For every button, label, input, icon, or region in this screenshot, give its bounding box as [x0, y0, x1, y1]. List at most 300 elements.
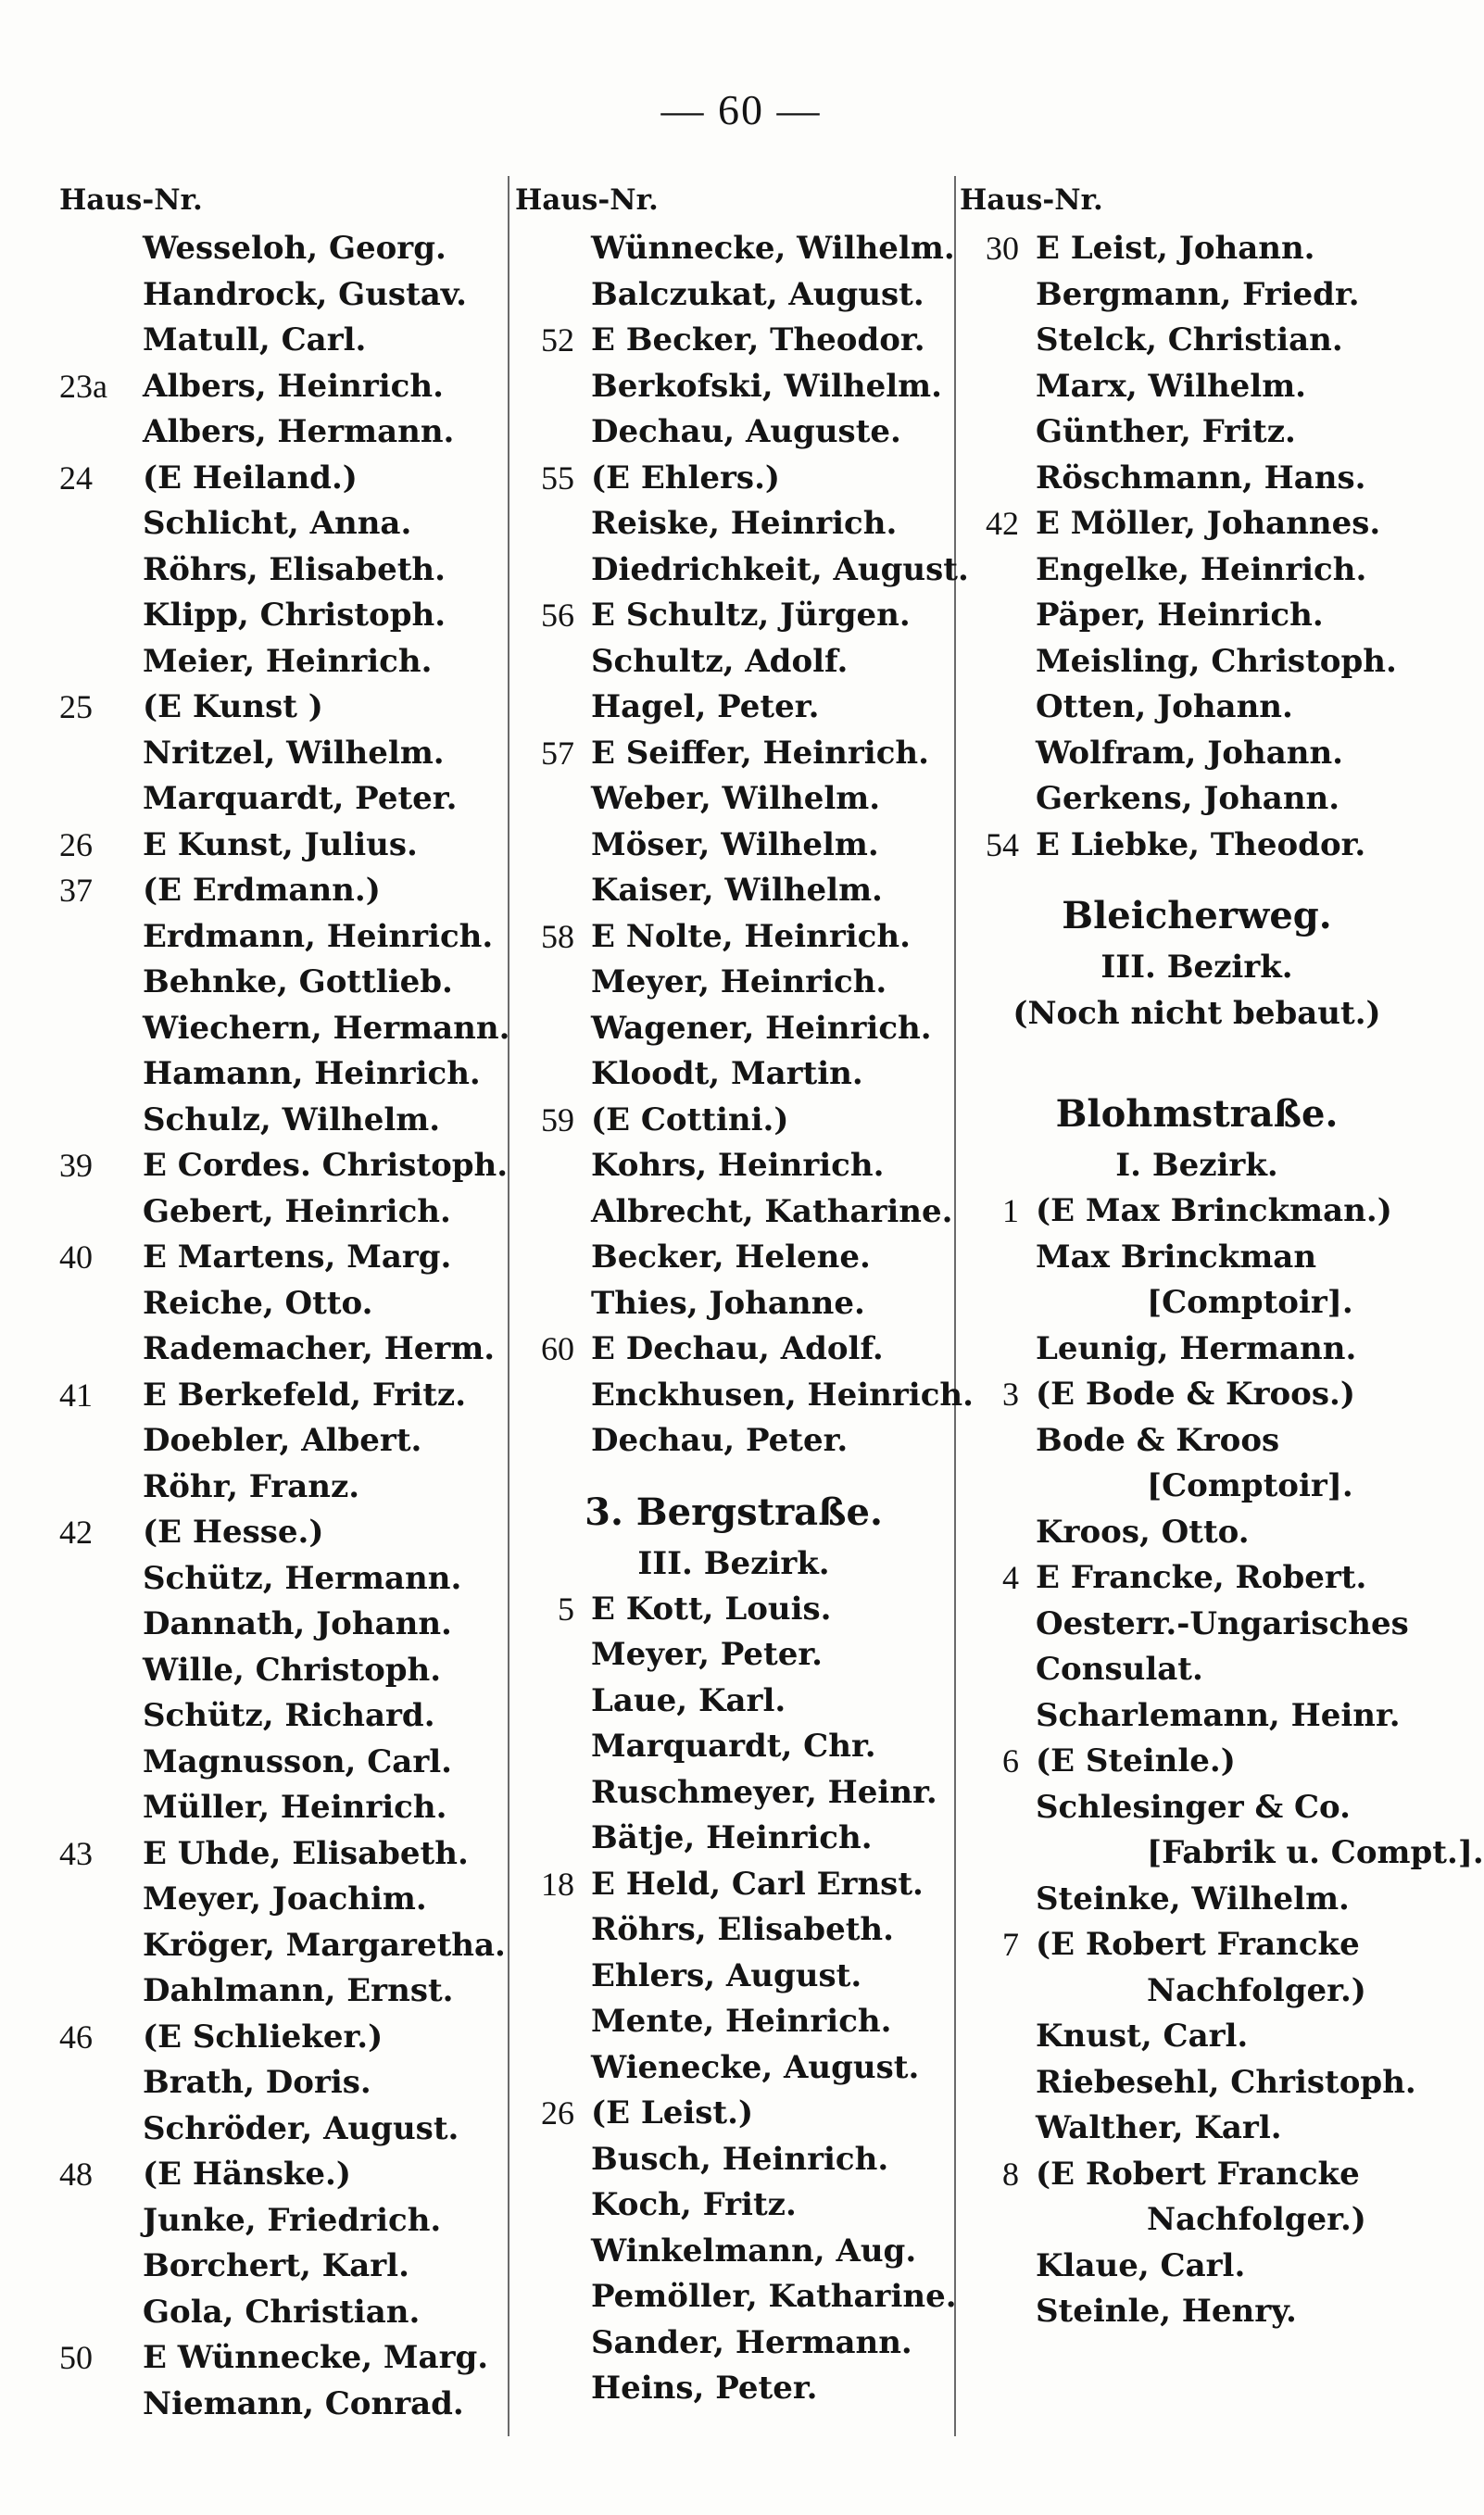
house-number: 54	[986, 825, 1019, 863]
resident-name: E Cordes. Christoph.	[143, 1147, 509, 1184]
street-heading: Bleicherweg.	[1062, 894, 1332, 937]
house-number	[59, 1923, 143, 1969]
house-number	[515, 2366, 591, 2412]
list-item	[59, 318, 504, 364]
list-item	[515, 2320, 952, 2367]
list-item	[59, 823, 504, 869]
resident-name: Marquardt, Chr.	[591, 1728, 876, 1765]
house-number	[59, 2244, 143, 2290]
house-number	[59, 1418, 143, 1465]
list-item	[515, 685, 952, 731]
resident-name: (E Leist.)	[591, 2094, 754, 2131]
list-item	[59, 547, 504, 594]
resident-name: E Liebke, Theodor.	[1036, 825, 1366, 863]
house-number	[960, 1418, 1036, 1465]
house-number: 5	[558, 1590, 574, 1628]
house-number	[515, 1999, 591, 2045]
list-item	[59, 776, 504, 823]
house-number	[515, 1816, 591, 1862]
entry-list	[59, 226, 510, 2427]
resident-name: Gerkens, Johann.	[1036, 780, 1340, 817]
resident-name: Matull, Carl.	[143, 321, 367, 358]
house-number	[59, 2290, 143, 2336]
house-number	[59, 2106, 143, 2153]
resident-name: Brath, Doris.	[143, 2064, 371, 2101]
house-number	[515, 409, 591, 456]
list-item	[960, 1555, 1434, 1602]
house-number	[515, 226, 591, 272]
column-2	[515, 183, 974, 2446]
list-item	[515, 593, 952, 639]
resident-name: Schlicht, Anna.	[143, 505, 412, 542]
list-item	[59, 2198, 504, 2245]
list-item	[515, 1816, 952, 1862]
resident-name: [Fabrik u. Compt.].	[1147, 1834, 1484, 1871]
resident-name: E Nolte, Heinrich.	[591, 917, 911, 955]
list-item	[59, 2382, 504, 2428]
resident-name: Schultz, Adolf.	[591, 642, 849, 680]
house-number	[960, 364, 1036, 410]
resident-name: Behnke, Gottlieb.	[143, 963, 453, 1000]
house-number	[515, 2137, 591, 2183]
resident-name: Wesseloh, Georg.	[143, 230, 446, 267]
house-number: 8	[1002, 2155, 1019, 2193]
column-header: Haus-Nr.	[960, 183, 1103, 217]
list-item	[59, 456, 504, 502]
house-number	[515, 960, 591, 1006]
list-item	[515, 1281, 952, 1327]
resident-name: Handrock, Gustav.	[143, 275, 467, 313]
list-item	[960, 1830, 1484, 1877]
list-item	[515, 868, 952, 914]
resident-name: Wiechern, Hermann.	[143, 1009, 510, 1047]
list-item	[515, 823, 952, 869]
resident-name: Doebler, Albert.	[143, 1422, 422, 1459]
list-item	[59, 226, 504, 272]
resident-name: Nachfolger.)	[1147, 1971, 1366, 2009]
house-number	[960, 776, 1036, 823]
list-item	[515, 1143, 952, 1189]
list-item	[960, 685, 1434, 731]
house-number	[59, 731, 143, 777]
list-item	[515, 1679, 952, 1725]
list-item	[960, 1372, 1434, 1418]
resident-name: Erdmann, Heinrich.	[143, 917, 494, 955]
list-item	[515, 364, 952, 410]
resident-name: Reiche, Otto.	[143, 1284, 373, 1322]
list-item	[960, 1877, 1434, 1923]
list-item	[59, 1281, 504, 1327]
list-item	[515, 1006, 952, 1052]
list-item	[59, 1740, 504, 1786]
list-item	[59, 960, 504, 1006]
house-number	[960, 2060, 1036, 2106]
list-item	[515, 914, 952, 961]
resident-name: Hagel, Peter.	[591, 688, 820, 725]
resident-name: Klipp, Christoph.	[143, 597, 446, 634]
list-item	[960, 1510, 1434, 1556]
list-item	[960, 1188, 1434, 1235]
column-divider	[508, 176, 509, 2436]
list-item	[59, 501, 504, 547]
house-number	[960, 547, 1036, 594]
house-number: 6	[1002, 1742, 1019, 1779]
list-item	[515, 272, 952, 319]
list-item	[960, 731, 1434, 777]
house-number: 40	[59, 1239, 93, 1276]
house-number	[960, 1280, 1036, 1327]
house-number	[515, 1770, 591, 1817]
resident-name: Laue, Karl.	[591, 1681, 786, 1719]
resident-name: Ruschmeyer, Heinr.	[591, 1773, 937, 1811]
house-number	[59, 1785, 143, 1831]
resident-name: Scharlemann, Heinr.	[1036, 1696, 1401, 1734]
resident-name: Niemann, Conrad.	[143, 2384, 464, 2422]
house-number	[59, 547, 143, 594]
list-item	[59, 1189, 504, 1236]
house-number	[515, 776, 591, 823]
resident-name: E Schultz, Jürgen.	[591, 597, 911, 634]
house-number	[515, 501, 591, 547]
resident-name: Becker, Helene.	[591, 1239, 871, 1276]
list-item	[515, 776, 952, 823]
house-number: 1	[1002, 1192, 1019, 1229]
resident-name: Schlesinger & Co.	[1036, 1788, 1351, 1826]
house-number	[59, 318, 143, 364]
resident-name: Dahlmann, Ernst.	[143, 1972, 454, 2009]
house-number	[515, 2274, 591, 2320]
resident-name: Sander, Hermann.	[591, 2323, 912, 2361]
house-number: 42	[986, 505, 1019, 542]
list-item	[960, 2014, 1434, 2060]
list-item	[515, 1098, 952, 1144]
list-item	[960, 2197, 1434, 2244]
house-number	[59, 1006, 143, 1052]
resident-name: Marx, Wilhelm.	[1036, 367, 1307, 405]
resident-name: Steinle, Henry.	[1036, 2293, 1297, 2330]
house-number	[960, 456, 1036, 502]
house-number	[960, 685, 1036, 731]
resident-name: Dechau, Peter.	[591, 1422, 849, 1459]
list-item	[960, 547, 1434, 594]
house-number	[960, 318, 1036, 364]
house-number	[59, 1327, 143, 1373]
resident-name: Berkofski, Wilhelm.	[591, 367, 942, 405]
list-item	[960, 456, 1434, 502]
house-number	[59, 1648, 143, 1694]
house-number	[59, 501, 143, 547]
list-item	[960, 226, 1434, 272]
house-number: 23a	[59, 367, 107, 405]
house-number	[59, 1602, 143, 1648]
resident-name: (E Robert Francke	[1036, 1926, 1360, 1963]
list-item	[960, 1327, 1434, 1373]
house-number	[515, 1632, 591, 1679]
resident-name: (E Hänske.)	[143, 2156, 351, 2193]
resident-name: Röhrs, Elisabeth.	[143, 550, 446, 588]
list-item	[960, 639, 1434, 685]
resident-name: Albers, Heinrich.	[143, 367, 444, 405]
resident-name: Röhrs, Elisabeth.	[591, 1911, 894, 1948]
resident-name: Wagener, Heinrich.	[591, 1009, 932, 1047]
house-number	[960, 2106, 1036, 2152]
house-number	[960, 1647, 1036, 1693]
resident-name: Engelke, Heinrich.	[1036, 550, 1367, 588]
house-number	[59, 1556, 143, 1603]
list-item	[59, 1143, 509, 1189]
list-item	[960, 2060, 1434, 2106]
list-item	[960, 409, 1434, 456]
list-item	[59, 1602, 504, 1648]
house-number	[960, 1830, 1036, 1877]
house-number	[960, 639, 1036, 685]
resident-name: E Wünnecke, Marg.	[143, 2339, 489, 2376]
house-number	[59, 776, 143, 823]
resident-name: Wienecke, August.	[591, 2048, 920, 2086]
resident-name: E Seiffer, Heinrich.	[591, 734, 929, 772]
resident-name: Müller, Heinrich.	[143, 1789, 447, 1826]
resident-name: E Berkefeld, Fritz.	[143, 1376, 467, 1414]
list-item	[59, 1877, 504, 1923]
resident-name: Meyer, Heinrich.	[591, 963, 887, 1000]
list-item	[515, 1235, 952, 1281]
resident-name: Rademacher, Herm.	[143, 1330, 496, 1367]
house-number	[59, 914, 143, 961]
list-item	[59, 1051, 504, 1098]
house-number	[960, 1235, 1036, 1281]
resident-name: E Möller, Johannes.	[1036, 505, 1381, 542]
resident-name: E Kunst, Julius.	[143, 825, 418, 863]
resident-name: Schütz, Richard.	[143, 1697, 435, 1734]
list-item	[960, 1602, 1434, 1648]
house-number: 60	[541, 1330, 574, 1367]
list-item	[59, 731, 504, 777]
resident-name: Otten, Johann.	[1036, 688, 1293, 725]
resident-name: Marquardt, Peter.	[143, 780, 458, 817]
resident-name: Möser, Wilhelm.	[591, 825, 879, 863]
house-number	[960, 1510, 1036, 1556]
house-number	[515, 1418, 591, 1465]
resident-name: Kloodt, Martin.	[591, 1055, 863, 1092]
resident-name: Kroos, Otto.	[1036, 1513, 1250, 1551]
house-number: 7	[1002, 1926, 1019, 1963]
list-item	[960, 1968, 1434, 2015]
resident-name: E Becker, Theodor.	[591, 321, 925, 358]
house-number	[59, 1281, 143, 1327]
list-item	[515, 1418, 952, 1465]
house-number: 37	[59, 872, 93, 909]
house-number	[515, 1006, 591, 1052]
list-item	[515, 2091, 952, 2137]
resident-name: Winkelmann, Aug.	[591, 2232, 917, 2270]
resident-name: E Uhde, Elisabeth.	[143, 1834, 469, 1872]
list-item	[960, 2106, 1434, 2152]
list-item	[59, 272, 504, 319]
column-header: Haus-Nr.	[59, 183, 203, 217]
resident-name: Heins, Peter.	[591, 2370, 818, 2407]
house-number: 4	[1002, 1559, 1019, 1596]
list-item	[515, 1632, 952, 1679]
list-item	[515, 2137, 952, 2183]
list-item	[59, 685, 504, 731]
resident-name: Kröger, Margaretha.	[143, 1926, 506, 1964]
house-number	[515, 639, 591, 685]
resident-name: Wünnecke, Wilhelm.	[591, 230, 955, 267]
resident-name: [Comptoir].	[1147, 1284, 1353, 1321]
list-item	[59, 364, 504, 410]
resident-name: (E Schlieker.)	[143, 2018, 384, 2056]
house-number	[515, 1954, 591, 2000]
resident-name: Borchert, Karl.	[143, 2247, 409, 2284]
resident-name: (E Kunst )	[143, 688, 323, 725]
house-number	[960, 1464, 1036, 1510]
resident-name: Koch, Fritz.	[591, 2186, 797, 2223]
list-item	[59, 1785, 504, 1831]
list-item	[960, 1464, 1434, 1510]
house-number	[59, 1968, 143, 2015]
resident-name: Ehlers, August.	[591, 1956, 862, 1994]
resident-name: E Francke, Robert.	[1036, 1559, 1367, 1596]
house-number	[59, 1051, 143, 1098]
house-number: 41	[59, 1376, 93, 1414]
district-label: III. Bezirk.	[637, 1544, 830, 1582]
list-item	[960, 1235, 1434, 1281]
list-item	[59, 409, 504, 456]
list-item	[515, 731, 952, 777]
list-item	[59, 2060, 504, 2106]
list-item	[515, 2229, 952, 2275]
resident-name: Max Brinckman	[1036, 1238, 1317, 1276]
resident-name: Gebert, Heinrich.	[143, 1192, 451, 1230]
list-item	[515, 639, 952, 685]
house-number	[960, 1968, 1036, 2015]
column-1	[59, 183, 510, 2446]
list-item	[515, 1587, 952, 1633]
list-item	[960, 1418, 1434, 1465]
house-number	[515, 1235, 591, 1281]
list-item	[59, 914, 504, 961]
resident-name: E Martens, Marg.	[143, 1239, 452, 1276]
list-item	[515, 409, 952, 456]
resident-name: Diedrichkeit, August.	[591, 550, 969, 588]
house-number	[515, 1724, 591, 1770]
house-number: 26	[541, 2094, 574, 2131]
list-item	[59, 2290, 504, 2336]
house-number	[59, 272, 143, 319]
house-number: 18	[541, 1865, 574, 1903]
list-item	[59, 1968, 504, 2015]
house-number	[515, 2229, 591, 2275]
resident-name: (E Erdmann.)	[143, 872, 381, 909]
house-number	[59, 593, 143, 639]
list-item	[515, 2182, 952, 2229]
resident-name: Hamann, Heinrich.	[143, 1055, 481, 1092]
resident-name: Wolfram, Johann.	[1036, 734, 1344, 772]
house-number	[515, 1189, 591, 1236]
house-number	[515, 364, 591, 410]
house-number	[515, 685, 591, 731]
resident-name: (E Hesse.)	[143, 1514, 324, 1551]
house-number	[59, 1877, 143, 1923]
house-number	[960, 593, 1036, 639]
resident-name: E Held, Carl Ernst.	[591, 1865, 924, 1903]
house-number	[59, 2382, 143, 2428]
house-number	[515, 2320, 591, 2367]
resident-name: Albers, Hermann.	[143, 413, 455, 450]
list-item	[59, 1465, 504, 1511]
house-number	[960, 731, 1036, 777]
house-number	[59, 1740, 143, 1786]
house-number: 3	[1002, 1376, 1019, 1413]
resident-name: Meyer, Joachim.	[143, 1880, 427, 1918]
list-item	[59, 1923, 504, 1969]
house-number	[960, 1785, 1036, 1831]
resident-name: (E Steinle.)	[1036, 1742, 1236, 1779]
resident-name: Leunig, Hermann.	[1036, 1329, 1357, 1367]
entry-list	[515, 226, 974, 1465]
entry-list	[960, 226, 1434, 868]
list-item	[59, 2106, 504, 2153]
house-number	[960, 1877, 1036, 1923]
resident-name: Pemöller, Katharine.	[591, 2278, 957, 2315]
list-item	[515, 1724, 952, 1770]
list-item	[960, 2152, 1434, 2198]
list-item	[515, 2366, 952, 2412]
list-item	[515, 1907, 952, 1954]
resident-name: Bätje, Heinrich.	[591, 1819, 873, 1856]
house-number	[59, 639, 143, 685]
resident-name: Thies, Johanne.	[591, 1284, 865, 1322]
house-number: 39	[59, 1147, 93, 1184]
house-number	[960, 1693, 1036, 1740]
resident-name: E Leist, Johann.	[1036, 230, 1315, 267]
resident-name: Bode & Kroos	[1036, 1421, 1280, 1459]
house-number	[960, 272, 1036, 319]
resident-name: Schulz, Wilhelm.	[143, 1100, 441, 1138]
house-number: 55	[541, 459, 574, 497]
resident-name: Kaiser, Wilhelm.	[591, 872, 883, 909]
resident-name: Günther, Fritz.	[1036, 413, 1296, 450]
house-number: 57	[541, 734, 574, 772]
list-item	[960, 1922, 1434, 1968]
house-number: 58	[541, 917, 574, 955]
resident-name: Kohrs, Heinrich.	[591, 1147, 885, 1184]
list-item	[515, 1862, 952, 1908]
resident-name: Schütz, Hermann.	[143, 1559, 462, 1597]
house-number	[59, 2060, 143, 2106]
list-item	[960, 1280, 1434, 1327]
resident-name: (E Max Brinckman.)	[1036, 1192, 1392, 1229]
resident-name: Wille, Christoph.	[143, 1651, 442, 1689]
street-heading: 3. Bergstraße.	[585, 1490, 883, 1534]
house-number	[59, 1693, 143, 1740]
column-3	[960, 183, 1484, 2446]
list-item	[960, 1647, 1434, 1693]
resident-name: (E Bode & Kroos.)	[1036, 1376, 1355, 1413]
list-item	[59, 868, 504, 914]
house-number	[59, 409, 143, 456]
list-item	[515, 1999, 952, 2045]
list-item	[515, 1327, 952, 1373]
list-item	[515, 1954, 952, 2000]
list-item	[59, 1831, 504, 1878]
list-item	[59, 1418, 504, 1465]
resident-name: (E Heiland.)	[143, 459, 358, 497]
house-number	[960, 1327, 1036, 1373]
list-item	[960, 1693, 1434, 1740]
resident-name: Weber, Wilhelm.	[591, 780, 881, 817]
house-number	[515, 2045, 591, 2092]
